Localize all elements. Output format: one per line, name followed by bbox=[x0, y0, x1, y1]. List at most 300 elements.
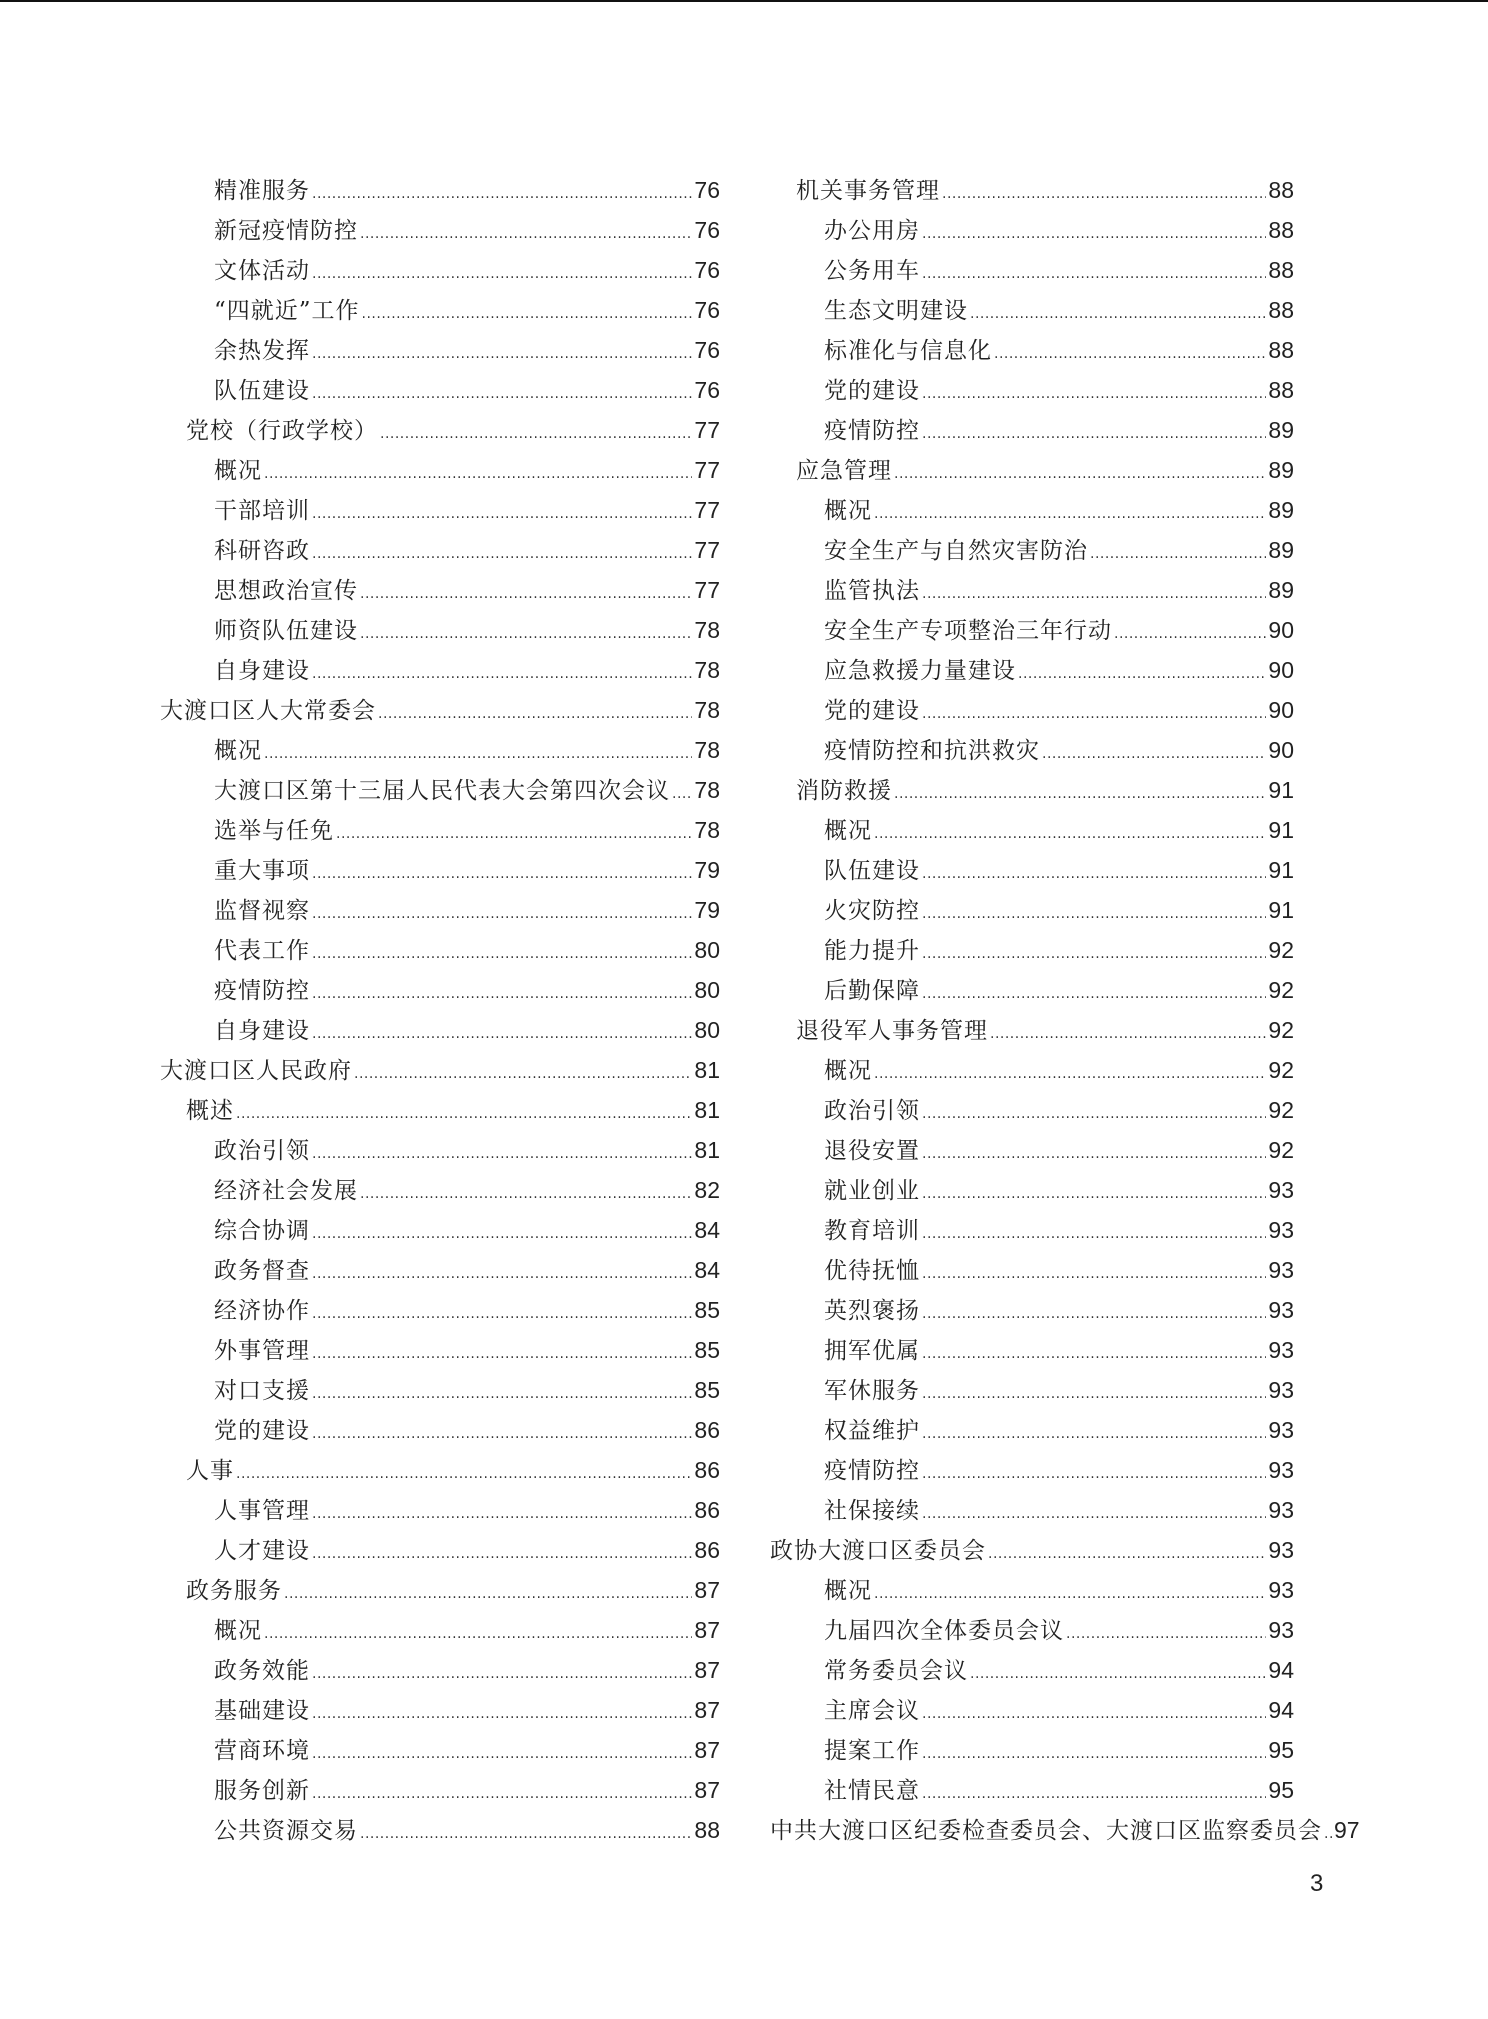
toc-entry-title: 队伍建设 bbox=[214, 378, 310, 404]
toc-entry-page: 89 bbox=[1268, 417, 1294, 443]
toc-entry-page: 87 bbox=[694, 1737, 720, 1763]
toc-entry[interactable] bbox=[160, 1050, 720, 1090]
toc-entry-page: 92 bbox=[1268, 937, 1294, 963]
toc-entry[interactable] bbox=[160, 210, 720, 250]
dot-leader bbox=[312, 654, 692, 694]
toc-entry-page: 92 bbox=[1268, 1097, 1294, 1123]
toc-entry-page: 92 bbox=[1268, 1057, 1294, 1083]
toc-entry-title: 提案工作 bbox=[824, 1738, 920, 1764]
toc-entry[interactable] bbox=[770, 1690, 1294, 1730]
toc-entry-page: 84 bbox=[694, 1257, 720, 1283]
toc-entry-title: 概况 bbox=[824, 498, 872, 524]
dot-leader bbox=[312, 1414, 692, 1454]
toc-entry[interactable] bbox=[770, 1730, 1294, 1770]
dot-leader bbox=[360, 614, 692, 654]
toc-entry[interactable] bbox=[770, 1490, 1294, 1530]
dot-leader bbox=[922, 1134, 1266, 1174]
dot-leader bbox=[988, 1534, 1266, 1574]
toc-entry-page: 90 bbox=[1268, 657, 1294, 683]
toc-entry-title: 自身建设 bbox=[214, 658, 310, 684]
dot-leader bbox=[264, 454, 692, 494]
dot-leader bbox=[922, 974, 1266, 1014]
dot-leader bbox=[312, 1254, 692, 1294]
dot-leader bbox=[922, 1374, 1266, 1414]
toc-entry[interactable] bbox=[160, 170, 720, 210]
toc-entry-title: 选举与任免 bbox=[214, 818, 334, 844]
toc-entry-page: 93 bbox=[1268, 1577, 1294, 1603]
toc-entry-page: 90 bbox=[1268, 737, 1294, 763]
toc-entry[interactable] bbox=[770, 650, 1294, 690]
toc-entry-page: 93 bbox=[1268, 1417, 1294, 1443]
dot-leader bbox=[312, 1734, 692, 1774]
toc-entry-title: 教育培训 bbox=[824, 1218, 920, 1244]
dot-leader bbox=[312, 1534, 692, 1574]
dot-leader bbox=[874, 494, 1266, 534]
dot-leader bbox=[236, 1454, 692, 1494]
toc-entry[interactable] bbox=[770, 1810, 1360, 1850]
toc-entry-page: 91 bbox=[1268, 857, 1294, 883]
toc-entry-title: 政务效能 bbox=[214, 1658, 310, 1684]
toc-entry-page: 77 bbox=[694, 497, 720, 523]
toc-entry[interactable] bbox=[160, 610, 720, 650]
toc-entry[interactable] bbox=[770, 1570, 1294, 1610]
dot-leader bbox=[922, 214, 1266, 254]
toc-entry-title: 九届四次全体委员会议 bbox=[824, 1618, 1064, 1644]
toc-entry-title: 社保接续 bbox=[824, 1498, 920, 1524]
toc-entry[interactable] bbox=[160, 370, 720, 410]
toc-entry[interactable] bbox=[160, 490, 720, 530]
toc-entry-title: 疫情防控和抗洪救灾 bbox=[824, 738, 1040, 764]
toc-entry-page: 89 bbox=[1268, 577, 1294, 603]
dot-leader bbox=[922, 1494, 1266, 1534]
toc-entry-page: 90 bbox=[1268, 617, 1294, 643]
toc-entry[interactable] bbox=[160, 290, 720, 330]
toc-entry[interactable] bbox=[160, 1010, 720, 1050]
toc-entry-page: 78 bbox=[694, 657, 720, 683]
toc-entry-title: 新冠疫情防控 bbox=[214, 218, 358, 244]
toc-entry-page: 88 bbox=[694, 1817, 720, 1843]
toc-entry[interactable] bbox=[770, 690, 1294, 730]
toc-entry-page: 97 bbox=[1334, 1817, 1360, 1843]
toc-entry-title: 退役军人事务管理 bbox=[796, 1018, 988, 1044]
toc-entry-page: 91 bbox=[1268, 897, 1294, 923]
toc-entry-title: 人才建设 bbox=[214, 1538, 310, 1564]
toc-entry-title: 政协大渡口区委员会 bbox=[770, 1538, 986, 1564]
toc-entry-title: “四就近”工作 bbox=[214, 298, 360, 324]
dot-leader bbox=[312, 174, 692, 214]
toc-entry[interactable] bbox=[770, 1450, 1294, 1490]
dot-leader bbox=[970, 1654, 1266, 1694]
toc-entry-title: 疫情防控 bbox=[824, 418, 920, 444]
toc-entry-page: 88 bbox=[1268, 377, 1294, 403]
toc-entry-page: 91 bbox=[1268, 777, 1294, 803]
dot-leader bbox=[1066, 1614, 1266, 1654]
toc-entry[interactable] bbox=[160, 770, 720, 810]
toc-entry-page: 94 bbox=[1268, 1657, 1294, 1683]
toc-entry-title: 队伍建设 bbox=[824, 858, 920, 884]
dot-leader bbox=[922, 414, 1266, 454]
toc-entry[interactable] bbox=[160, 450, 720, 490]
toc-entry[interactable] bbox=[160, 1210, 720, 1250]
toc-entry[interactable] bbox=[770, 1170, 1294, 1210]
toc-entry[interactable] bbox=[160, 1330, 720, 1370]
toc-entry-page: 93 bbox=[1268, 1257, 1294, 1283]
dot-leader bbox=[312, 1014, 692, 1054]
dot-leader bbox=[362, 294, 693, 334]
dot-leader bbox=[312, 1294, 692, 1334]
toc-entry-page: 80 bbox=[694, 937, 720, 963]
toc-entry-page: 81 bbox=[694, 1057, 720, 1083]
dot-leader bbox=[336, 814, 692, 854]
dot-leader bbox=[922, 1334, 1266, 1374]
toc-entry[interactable] bbox=[160, 1570, 720, 1610]
dot-leader bbox=[264, 734, 692, 774]
toc-entry-title: 服务创新 bbox=[214, 1778, 310, 1804]
toc-entry-title: 办公用房 bbox=[824, 218, 920, 244]
toc-entry-page: 93 bbox=[1268, 1217, 1294, 1243]
toc-entry-page: 89 bbox=[1268, 457, 1294, 483]
toc-entry-page: 93 bbox=[1268, 1457, 1294, 1483]
toc-entry-page: 76 bbox=[694, 377, 720, 403]
toc-entry-page: 92 bbox=[1268, 1137, 1294, 1163]
toc-entry-title: 优待抚恤 bbox=[824, 1258, 920, 1284]
toc-entry-page: 80 bbox=[694, 1017, 720, 1043]
toc-entry-page: 78 bbox=[694, 777, 720, 803]
dot-leader bbox=[312, 534, 692, 574]
toc-entry-page: 84 bbox=[694, 1217, 720, 1243]
toc-entry-page: 85 bbox=[694, 1337, 720, 1363]
toc-entry-title: 中共大渡口区纪委检查委员会、大渡口区监察委员会 bbox=[770, 1818, 1322, 1844]
toc-entry[interactable] bbox=[770, 1010, 1294, 1050]
toc-entry-title: 干部培训 bbox=[214, 498, 310, 524]
toc-entry-page: 92 bbox=[1268, 1017, 1294, 1043]
dot-leader bbox=[922, 1174, 1266, 1214]
toc-entry-title: 拥军优属 bbox=[824, 1338, 920, 1364]
toc-entry[interactable] bbox=[770, 370, 1294, 410]
dot-leader bbox=[922, 934, 1266, 974]
dot-leader bbox=[922, 1414, 1266, 1454]
toc-entry[interactable] bbox=[770, 210, 1294, 250]
toc-entry-page: 85 bbox=[694, 1297, 720, 1323]
toc-entry[interactable] bbox=[160, 1250, 720, 1290]
toc-entry-title: 经济协作 bbox=[214, 1298, 310, 1324]
toc-entry[interactable] bbox=[160, 1370, 720, 1410]
toc-entry[interactable] bbox=[160, 1290, 720, 1330]
dot-leader bbox=[970, 294, 1266, 334]
dot-leader bbox=[312, 254, 692, 294]
toc-entry-page: 81 bbox=[694, 1137, 720, 1163]
toc-entry[interactable] bbox=[160, 730, 720, 770]
toc-entry-title: 人事 bbox=[186, 1458, 234, 1484]
toc-entry[interactable] bbox=[160, 690, 720, 730]
toc-entry[interactable] bbox=[160, 1450, 720, 1490]
toc-entry-title: 思想政治宣传 bbox=[214, 578, 358, 604]
toc-entry[interactable] bbox=[160, 1650, 720, 1690]
toc-entry-title: 概况 bbox=[214, 458, 262, 484]
toc-entry-title: 精准服务 bbox=[214, 178, 310, 204]
toc-entry[interactable] bbox=[770, 1530, 1294, 1570]
toc-entry[interactable] bbox=[160, 1170, 720, 1210]
dot-leader bbox=[378, 694, 692, 734]
toc-entry[interactable] bbox=[770, 1290, 1294, 1330]
dot-leader bbox=[312, 1774, 692, 1814]
toc-entry-title: 机关事务管理 bbox=[796, 178, 940, 204]
toc-entry-page: 88 bbox=[1268, 297, 1294, 323]
toc-entry[interactable] bbox=[160, 650, 720, 690]
toc-entry-page: 78 bbox=[694, 817, 720, 843]
toc-entry[interactable] bbox=[160, 1690, 720, 1730]
toc-entry-title: 疫情防控 bbox=[824, 1458, 920, 1484]
toc-entry-title: 代表工作 bbox=[214, 938, 310, 964]
toc-entry[interactable] bbox=[770, 850, 1294, 890]
toc-entry[interactable] bbox=[770, 1770, 1294, 1810]
toc-entry[interactable] bbox=[160, 1090, 720, 1130]
toc-entry-title: 概况 bbox=[824, 1058, 872, 1084]
dot-leader bbox=[312, 1334, 692, 1374]
dot-leader bbox=[264, 1614, 692, 1654]
toc-entry[interactable] bbox=[160, 970, 720, 1010]
toc-entry[interactable] bbox=[160, 1770, 720, 1810]
dot-leader bbox=[312, 1694, 692, 1734]
toc-entry-page: 94 bbox=[1268, 1697, 1294, 1723]
toc-entry-page: 90 bbox=[1268, 697, 1294, 723]
toc-entry-page: 77 bbox=[694, 537, 720, 563]
toc-entry-page: 88 bbox=[1268, 217, 1294, 243]
toc-entry-title: 火灾防控 bbox=[824, 898, 920, 924]
toc-entry[interactable] bbox=[770, 490, 1294, 530]
dot-leader bbox=[922, 1694, 1266, 1734]
toc-entry[interactable] bbox=[160, 1810, 720, 1850]
dot-leader bbox=[894, 454, 1266, 494]
dot-leader bbox=[236, 1094, 692, 1134]
toc-entry[interactable] bbox=[770, 1130, 1294, 1170]
toc-entry-page: 87 bbox=[694, 1777, 720, 1803]
toc-entry-title: 概况 bbox=[214, 1618, 262, 1644]
toc-entry[interactable] bbox=[770, 930, 1294, 970]
toc-entry[interactable] bbox=[770, 1050, 1294, 1090]
toc-entry[interactable] bbox=[160, 250, 720, 290]
toc-entry-title: 后勤保障 bbox=[824, 978, 920, 1004]
toc-entry[interactable] bbox=[160, 1130, 720, 1170]
toc-entry[interactable] bbox=[160, 410, 720, 450]
dot-leader bbox=[312, 494, 692, 534]
toc-entry-page: 91 bbox=[1268, 817, 1294, 843]
toc-entry[interactable] bbox=[770, 610, 1294, 650]
toc-entry-title: 概况 bbox=[824, 818, 872, 844]
toc-entry-title: 应急管理 bbox=[796, 458, 892, 484]
toc-entry-title: 政治引领 bbox=[824, 1098, 920, 1124]
toc-entry-page: 86 bbox=[694, 1537, 720, 1563]
toc-entry-title: 退役安置 bbox=[824, 1138, 920, 1164]
toc-entry-title: 应急救援力量建设 bbox=[824, 658, 1016, 684]
toc-entry[interactable] bbox=[770, 1370, 1294, 1410]
dot-leader bbox=[922, 374, 1266, 414]
dot-leader bbox=[894, 774, 1266, 814]
dot-leader bbox=[922, 574, 1266, 614]
toc-entry-page: 95 bbox=[1268, 1777, 1294, 1803]
toc-entry-page: 87 bbox=[694, 1697, 720, 1723]
toc-entry-title: 综合协调 bbox=[214, 1218, 310, 1244]
toc-entry-title: 疫情防控 bbox=[214, 978, 310, 1004]
toc-entry-title: 文体活动 bbox=[214, 258, 310, 284]
toc-entry-page: 82 bbox=[694, 1177, 720, 1203]
toc-entry-title: 权益维护 bbox=[824, 1418, 920, 1444]
toc-entry[interactable] bbox=[160, 850, 720, 890]
toc-entry-title: 监管执法 bbox=[824, 578, 920, 604]
toc-entry-title: 公务用车 bbox=[824, 258, 920, 284]
toc-entry[interactable] bbox=[160, 1610, 720, 1650]
dot-leader bbox=[312, 374, 692, 414]
toc-entry-title: 营商环境 bbox=[214, 1738, 310, 1764]
toc-entry-title: 大渡口区人民政府 bbox=[160, 1058, 352, 1084]
dot-leader bbox=[312, 334, 692, 374]
toc-entry[interactable] bbox=[160, 570, 720, 610]
toc-entry-page: 86 bbox=[694, 1417, 720, 1443]
toc-entry-page: 79 bbox=[694, 857, 720, 883]
toc-entry-page: 93 bbox=[1268, 1617, 1294, 1643]
toc-entry-title: 对口支援 bbox=[214, 1378, 310, 1404]
toc-entry-title: 消防救援 bbox=[796, 778, 892, 804]
toc-entry-title: 基础建设 bbox=[214, 1698, 310, 1724]
toc-entry[interactable] bbox=[770, 1330, 1294, 1370]
toc-entry[interactable] bbox=[770, 1410, 1294, 1450]
toc-entry-page: 76 bbox=[694, 337, 720, 363]
toc-entry[interactable] bbox=[770, 1650, 1294, 1690]
dot-leader bbox=[942, 174, 1266, 214]
page-number: 3 bbox=[1310, 1870, 1324, 1897]
toc-entry-title: 标准化与信息化 bbox=[824, 338, 992, 364]
dot-leader bbox=[990, 1014, 1266, 1054]
toc-entry-page: 93 bbox=[1268, 1337, 1294, 1363]
dot-leader bbox=[360, 574, 692, 614]
toc-entry[interactable] bbox=[770, 890, 1294, 930]
toc-entry[interactable] bbox=[770, 410, 1294, 450]
toc-entry[interactable] bbox=[160, 530, 720, 570]
toc-entry[interactable] bbox=[770, 170, 1294, 210]
dot-leader bbox=[284, 1574, 692, 1614]
toc-entry-page: 88 bbox=[1268, 337, 1294, 363]
toc-entry-title: 能力提升 bbox=[824, 938, 920, 964]
toc-entry-title: 党校（行政学校） bbox=[186, 418, 378, 444]
toc-entry[interactable] bbox=[770, 450, 1294, 490]
toc-entry[interactable] bbox=[770, 330, 1294, 370]
toc-entry[interactable] bbox=[160, 1490, 720, 1530]
toc-entry-title: 监督视察 bbox=[214, 898, 310, 924]
dot-leader bbox=[922, 1294, 1266, 1334]
dot-leader bbox=[1042, 734, 1266, 774]
toc-entry-title: 政务服务 bbox=[186, 1578, 282, 1604]
toc-entry-title: 师资队伍建设 bbox=[214, 618, 358, 644]
toc-entry[interactable] bbox=[160, 1410, 720, 1450]
dot-leader bbox=[922, 1774, 1266, 1814]
toc-entry[interactable] bbox=[160, 930, 720, 970]
toc-entry[interactable] bbox=[770, 1210, 1294, 1250]
toc-entry-title: 概述 bbox=[186, 1098, 234, 1124]
toc-entry-page: 93 bbox=[1268, 1497, 1294, 1523]
toc-entry[interactable] bbox=[160, 330, 720, 370]
dot-leader bbox=[360, 1814, 692, 1854]
toc-entry[interactable] bbox=[770, 810, 1294, 850]
toc-entry-page: 87 bbox=[694, 1577, 720, 1603]
toc-entry-title: 英烈褒扬 bbox=[824, 1298, 920, 1324]
dot-leader bbox=[922, 254, 1266, 294]
toc-entry-title: 安全生产专项整治三年行动 bbox=[824, 618, 1112, 644]
dot-leader bbox=[312, 1374, 692, 1414]
dot-leader bbox=[922, 1094, 1266, 1134]
toc-entry-page: 78 bbox=[694, 697, 720, 723]
toc-entry-page: 93 bbox=[1268, 1537, 1294, 1563]
toc-entry[interactable] bbox=[770, 970, 1294, 1010]
toc-entry-title: 余热发挥 bbox=[214, 338, 310, 364]
toc-entry[interactable] bbox=[770, 530, 1294, 570]
dot-leader bbox=[922, 694, 1266, 734]
toc-entry-title: 重大事项 bbox=[214, 858, 310, 884]
toc-entry-title: 经济社会发展 bbox=[214, 1178, 358, 1204]
toc-entry[interactable] bbox=[770, 770, 1294, 810]
dot-leader bbox=[922, 854, 1266, 894]
toc-entry[interactable] bbox=[160, 810, 720, 850]
toc-entry-title: 外事管理 bbox=[214, 1338, 310, 1364]
toc-entry[interactable] bbox=[770, 1610, 1294, 1650]
toc-entry[interactable] bbox=[160, 1730, 720, 1770]
dot-leader bbox=[922, 894, 1266, 934]
toc-entry-page: 93 bbox=[1268, 1377, 1294, 1403]
toc-entry-page: 79 bbox=[694, 897, 720, 923]
toc-entry-title: 党的建设 bbox=[824, 698, 920, 724]
toc-entry-title: 概况 bbox=[824, 1578, 872, 1604]
toc-entry-title: 政务督查 bbox=[214, 1258, 310, 1284]
toc-entry-title: 党的建设 bbox=[214, 1418, 310, 1444]
toc-entry-page: 86 bbox=[694, 1497, 720, 1523]
toc-entry-title: 主席会议 bbox=[824, 1698, 920, 1724]
toc-entry-page: 95 bbox=[1268, 1737, 1294, 1763]
dot-leader bbox=[874, 814, 1266, 854]
toc-entry[interactable] bbox=[770, 570, 1294, 610]
toc-entry-title: 生态文明建设 bbox=[824, 298, 968, 324]
top-border bbox=[0, 0, 1488, 2]
toc-right-column bbox=[770, 170, 1360, 1850]
toc-entry-page: 89 bbox=[1268, 497, 1294, 523]
toc-entry[interactable] bbox=[770, 1250, 1294, 1290]
toc-entry[interactable] bbox=[770, 250, 1294, 290]
toc-entry-title: 社情民意 bbox=[824, 1778, 920, 1804]
toc-entry-title: 科研咨政 bbox=[214, 538, 310, 564]
toc-entry-title: 公共资源交易 bbox=[214, 1818, 358, 1844]
dot-leader bbox=[360, 214, 692, 254]
dot-leader bbox=[922, 1454, 1266, 1494]
toc-entry-page: 77 bbox=[694, 457, 720, 483]
toc-entry-page: 77 bbox=[694, 577, 720, 603]
dot-leader bbox=[312, 1214, 692, 1254]
dot-leader bbox=[380, 414, 692, 454]
toc-entry-title: 就业创业 bbox=[824, 1178, 920, 1204]
toc-entry[interactable] bbox=[770, 290, 1294, 330]
toc-entry[interactable] bbox=[160, 1530, 720, 1570]
dot-leader bbox=[312, 854, 692, 894]
dot-leader bbox=[312, 1654, 692, 1694]
dot-leader bbox=[312, 1134, 692, 1174]
toc-entry-page: 87 bbox=[694, 1657, 720, 1683]
toc-entry-page: 92 bbox=[1268, 977, 1294, 1003]
toc-entry[interactable] bbox=[160, 890, 720, 930]
toc-entry[interactable] bbox=[770, 730, 1294, 770]
toc-entry-page: 78 bbox=[694, 737, 720, 763]
dot-leader bbox=[874, 1574, 1266, 1614]
toc-entry-page: 93 bbox=[1268, 1297, 1294, 1323]
toc-entry-title: 安全生产与自然灾害防治 bbox=[824, 538, 1088, 564]
toc-entry[interactable] bbox=[770, 1090, 1294, 1130]
dot-leader bbox=[922, 1734, 1266, 1774]
